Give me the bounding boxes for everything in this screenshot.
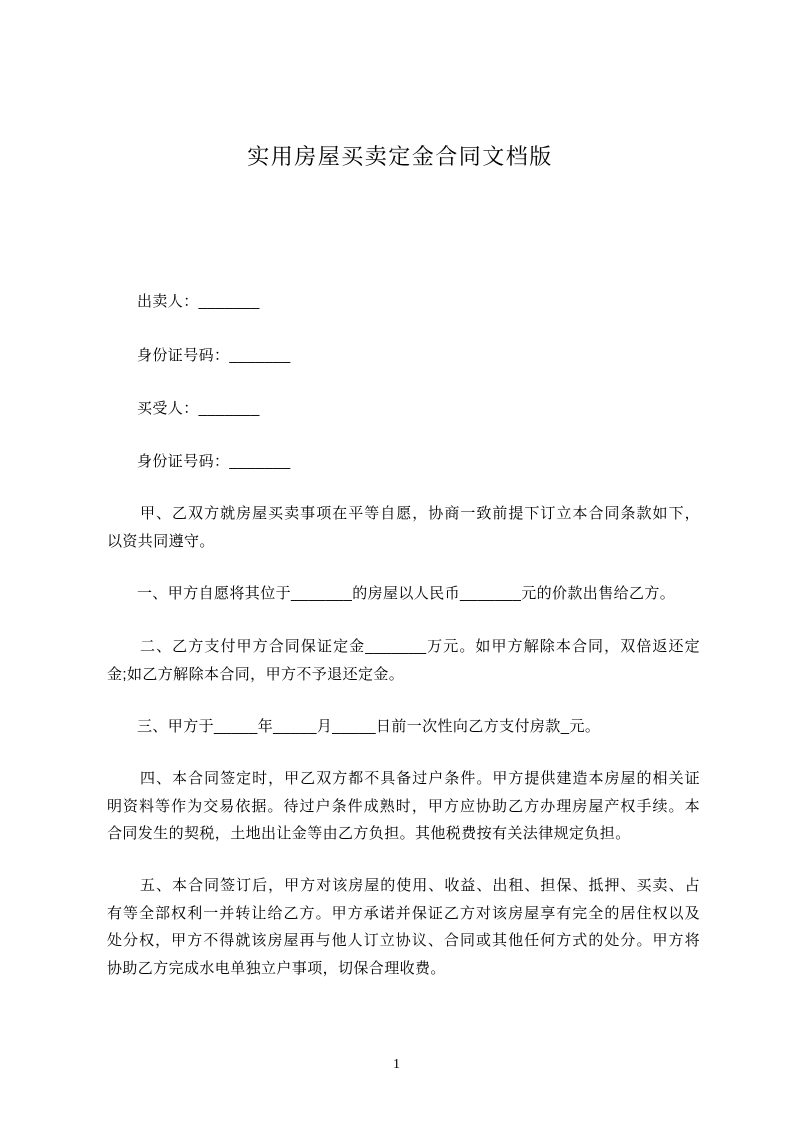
paragraph-line: 金;如乙方解除本合同，甲方不予退还定金。 (107, 665, 405, 683)
buyer-id-field-text: 身份证号码：_______ (137, 453, 291, 470)
buyer-field-text: 买受人：_______ (137, 400, 260, 417)
paragraph-line: 三、甲方于_____年_____月_____日前一次性向乙方支付房款_元。 (137, 718, 601, 735)
preamble-paragraph (107, 500, 700, 555)
seller-field-text: 出卖人：_______ (137, 293, 260, 310)
clause-4-paragraph (107, 765, 700, 848)
buyer-id-field (107, 448, 700, 476)
buyer-field (107, 395, 700, 423)
paragraph-line: 协助乙方完成水电单独立户事项，切保合理收费。 (107, 959, 446, 977)
paragraph-line: 明资料等作为交易依据。待过户条件成熟时，甲方应协助乙方办理房屋产权手续。本 (107, 797, 700, 815)
clause-2-paragraph (107, 633, 700, 688)
paragraph-line: 五、本合同签订后，甲方对该房屋的使用、收益、出租、担保、抵押、买卖、占 (140, 877, 700, 894)
paragraph-line: 有等全部权利一并转让给乙方。甲方承诺并保证乙方对该房屋享有完全的居住权以及 (107, 904, 700, 922)
paragraph-line: 甲、乙双方就房屋买卖事项在平等自愿，协商一致前提下订立本合同条款如下， (140, 505, 700, 522)
paragraph-line: 二、乙方支付甲方合同保证定金_______万元。如甲方解除本合同，双倍返还定 (140, 638, 700, 655)
paragraph-line: 合同发生的契税，土地出让金等由乙方负担。其他税费按有关法律规定负担。 (107, 825, 631, 842)
page-number: 1 (393, 1057, 400, 1072)
document-title: 实用房屋买卖定金合同文档版 (247, 144, 553, 169)
paragraph-line: 处分权，甲方不得就该房屋再与他人订立协议、合同或其他任何方式的处分。甲方将 (107, 932, 700, 949)
paragraph-line: 四、本合同签定时，甲乙双方都不具备过户条件。甲方提供建造本房屋的相关证 (140, 770, 700, 787)
paragraph-line: 一、甲方自愿将其位于_______的房屋以人民币_______元的价款出售给乙方。 (137, 585, 676, 602)
seller-id-field (107, 342, 700, 370)
paragraph-line: 以资共同遵守。 (107, 532, 215, 550)
seller-id-field-text: 身份证号码：_______ (137, 347, 291, 364)
clause-1-paragraph (107, 580, 700, 608)
seller-field (107, 288, 700, 316)
clause-5-paragraph (107, 872, 700, 982)
clause-3-paragraph (107, 713, 700, 741)
